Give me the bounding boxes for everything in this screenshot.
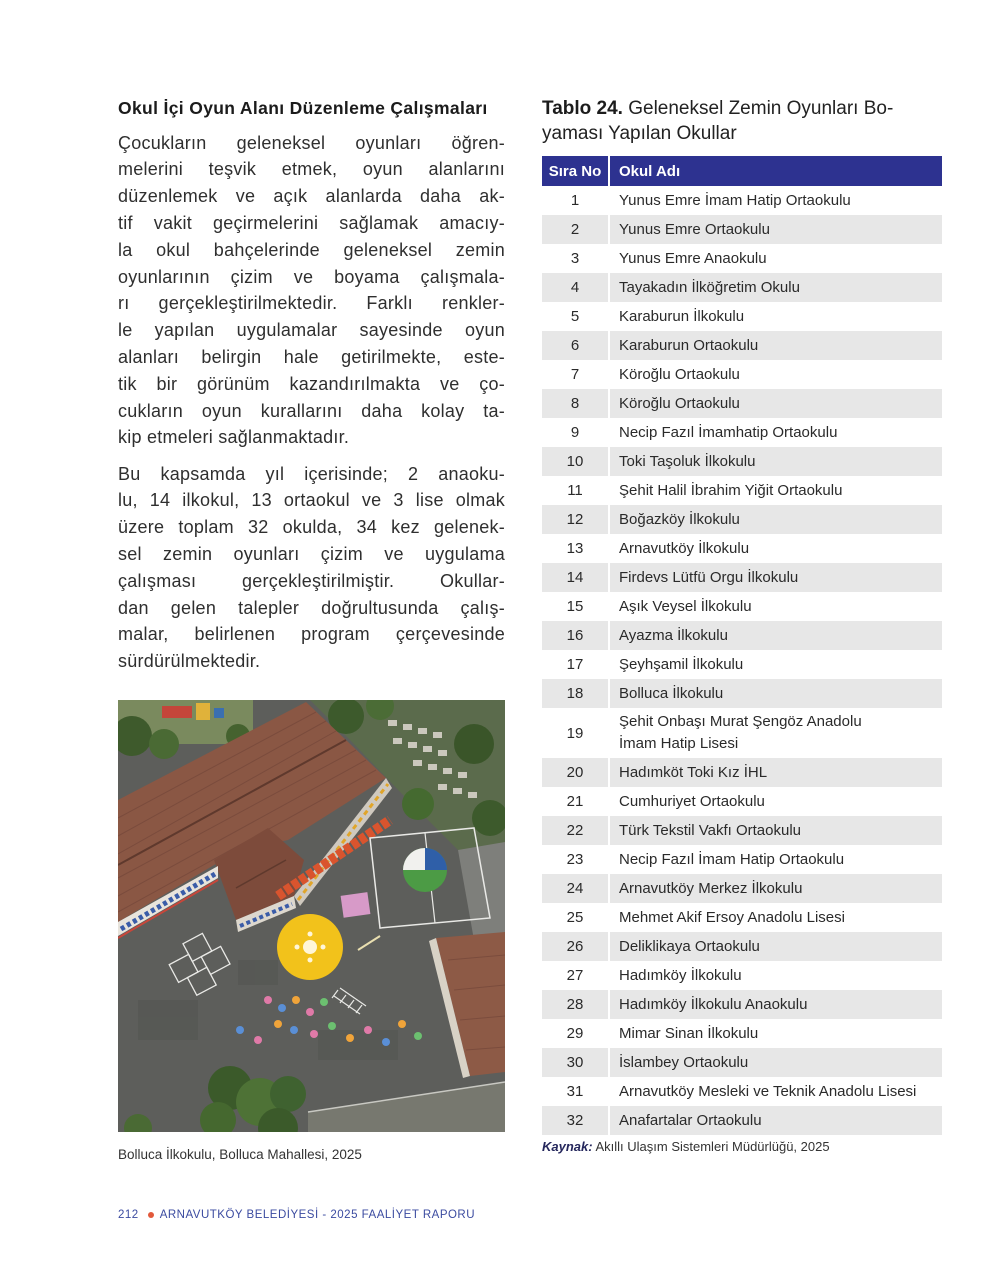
row-number: 12 xyxy=(566,511,584,528)
school-name: Tayakadın İlköğretim Okulu xyxy=(608,273,942,302)
row-number: 20 xyxy=(566,764,584,781)
school-name: Deliklikaya Ortaokulu xyxy=(608,932,942,961)
row-number: 10 xyxy=(566,453,584,470)
school-name: Karaburun Ortaokulu xyxy=(608,331,942,360)
row-number: 25 xyxy=(566,909,584,926)
paragraph-1 xyxy=(118,130,505,452)
table-title-line-2: yaması Yapılan Okullar xyxy=(542,122,737,144)
school-name: Anafartalar Ortaokulu xyxy=(608,1106,942,1135)
school-name: Toki Taşoluk İlkokulu xyxy=(608,447,942,476)
table-row xyxy=(542,679,942,708)
row-number: 28 xyxy=(566,996,584,1013)
row-number: 21 xyxy=(566,793,584,810)
table-row xyxy=(542,650,942,679)
table-title-line-1 xyxy=(542,96,942,121)
table-row xyxy=(542,534,942,563)
table-row xyxy=(542,563,942,592)
row-number: 23 xyxy=(566,851,584,868)
paragraph-line: düzenlemek ve açık alanlarda daha ak- xyxy=(118,186,505,207)
table-row xyxy=(542,592,942,621)
paragraph-line: oyunlarının çizim ve boyama çalışmala- xyxy=(118,266,505,287)
school-name: Mehmet Akif Ersoy Anadolu Lisesi xyxy=(608,903,942,932)
page-number: 212 xyxy=(118,1209,139,1221)
school-name: Boğazköy İlkokulu xyxy=(608,505,942,534)
school-name: Arnavutköy Merkez İlkokulu xyxy=(608,874,942,903)
paragraph-line: tik bir görünüm kazandırılmakta ve ço- xyxy=(118,373,505,394)
paragraph-line: rı gerçekleştirilmektedir. Farklı renkler- xyxy=(118,293,505,314)
table-row xyxy=(542,447,942,476)
row-number: 8 xyxy=(570,395,580,412)
section-heading: Okul İçi Oyun Alanı Düzenleme Çalışmaları xyxy=(118,98,488,118)
table-row xyxy=(542,360,942,389)
row-number: 14 xyxy=(566,569,584,586)
school-name: Yunus Emre Ortaokulu xyxy=(608,215,942,244)
table-title-text-1: Geleneksel Zemin Oyunları Bo- xyxy=(628,97,894,119)
row-number: 6 xyxy=(570,337,580,354)
paragraph-line: alanları belirgin hale getirilmekte, este- xyxy=(118,346,505,367)
school-name: Türk Tekstil Vakfı Ortaokulu xyxy=(608,816,942,845)
paragraph-line: çalışması gerçekleştirilmiştir. Okullar- xyxy=(118,570,505,591)
paragraph-line: malar, belirlenen program çerçevesinde xyxy=(118,624,505,645)
school-name: İslambey Ortaokulu xyxy=(608,1048,942,1077)
paragraph-line: le yapılan uygulamalar sayesinde oyun xyxy=(118,320,505,341)
row-number: 24 xyxy=(566,880,584,897)
table-row xyxy=(542,331,942,360)
paragraph-line: dan gelen talepler doğrultusunda çalış- xyxy=(118,597,505,618)
row-number: 4 xyxy=(570,279,580,296)
table-title xyxy=(542,96,942,146)
row-number: 3 xyxy=(570,250,580,267)
table-row xyxy=(542,845,942,874)
row-number: 17 xyxy=(566,656,584,673)
table-row xyxy=(542,903,942,932)
table-row xyxy=(542,186,942,215)
photo-illustration xyxy=(118,700,505,1132)
table-row xyxy=(542,961,942,990)
school-name: Arnavutköy Mesleki ve Teknik Anadolu Lisesi xyxy=(608,1077,942,1106)
table-label: Tablo 24. xyxy=(542,97,623,119)
row-number: 30 xyxy=(566,1054,584,1071)
table-row xyxy=(542,874,942,903)
source-text: Akıllı Ulaşım Sistemleri Müdürlüğü, 2025 xyxy=(595,1139,830,1154)
row-number: 27 xyxy=(566,967,584,984)
paragraph-line: üzere toplam 32 okulda, 34 kez gelenek- xyxy=(118,517,505,538)
row-number: 22 xyxy=(566,822,584,839)
paragraph-line: Bu kapsamda yıl içerisinde; 2 anaoku- xyxy=(118,463,505,484)
row-number: 1 xyxy=(570,192,580,209)
paragraph-line: tif vakit geçirmelerini sağlamak amacıy- xyxy=(118,212,505,233)
footer-title: ARNAVUTKÖY BELEDİYESİ - 2025 FAALİYET RAPORU xyxy=(159,1209,476,1221)
table-row xyxy=(542,708,942,758)
school-name: Şeyhşamil İlkokulu xyxy=(608,650,942,679)
school-name: Necip Fazıl İmam Hatip Ortaokulu xyxy=(608,845,942,874)
table-row xyxy=(542,1106,942,1135)
table-row xyxy=(542,476,942,505)
school-name: Şehit Halil İbrahim Yiğit Ortaokulu xyxy=(608,476,942,505)
school-name: Mimar Sinan İlkokulu xyxy=(608,1019,942,1048)
photo-caption: Bolluca İlkokulu, Bolluca Mahallesi, 2025 xyxy=(118,1147,362,1162)
school-name: Karaburun İlkokulu xyxy=(608,302,942,331)
table-header xyxy=(542,156,942,186)
table-source xyxy=(542,1138,942,1156)
school-name: Aşık Veysel İlkokulu xyxy=(608,592,942,621)
school-name: Necip Fazıl İmamhatip Ortaokulu xyxy=(608,418,942,447)
header-row-number: Sıra No xyxy=(548,162,602,180)
row-number: 11 xyxy=(567,482,583,499)
paragraph-line: sürdürülmektedir. xyxy=(118,651,261,672)
school-name: Firdevs Lütfü Orgu İlkokulu xyxy=(608,563,942,592)
table-row xyxy=(542,932,942,961)
school-name: Köroğlu Ortaokulu xyxy=(608,360,942,389)
table-row xyxy=(542,1077,942,1106)
row-number: 16 xyxy=(566,627,584,644)
paragraph-line: la okul bahçelerinde geleneksel zemin xyxy=(118,239,505,260)
table-row xyxy=(542,215,942,244)
school-name: Bolluca İlkokulu xyxy=(608,679,942,708)
school-name-line: İmam Hatip Lisesi xyxy=(619,735,739,752)
table-body xyxy=(542,186,942,1135)
paragraph-line: kip etmeleri sağlanmaktadır. xyxy=(118,427,350,448)
paragraph-line: lu, 14 ilkokul, 13 ortaokul ve 3 lise olmak xyxy=(118,490,505,511)
paragraph-line: sel zemin oyunları çizim ve uygulama xyxy=(118,543,505,564)
bullet-dot-icon xyxy=(148,1212,154,1218)
school-name: Köroğlu Ortaokulu xyxy=(608,389,942,418)
table-row xyxy=(542,302,942,331)
row-number: 5 xyxy=(570,308,580,325)
table-row xyxy=(542,418,942,447)
table-row xyxy=(542,244,942,273)
table-row xyxy=(542,758,942,787)
schools-table xyxy=(542,156,942,1135)
page-footer xyxy=(118,1207,475,1223)
row-number: 15 xyxy=(566,598,584,615)
school-name: Hadımköy İlkokulu xyxy=(608,961,942,990)
row-number: 2 xyxy=(570,221,580,238)
table-row xyxy=(542,816,942,845)
paragraph-2 xyxy=(118,461,505,675)
paragraph-line: cukların oyun kurallarını daha kolay ta- xyxy=(118,400,505,421)
school-name: Arnavutköy İlkokulu xyxy=(608,534,942,563)
school-name: Ayazma İlkokulu xyxy=(608,621,942,650)
row-number: 29 xyxy=(566,1025,584,1042)
pink-square-painting xyxy=(341,892,371,918)
source-label: Kaynak: xyxy=(542,1139,593,1154)
row-number: 32 xyxy=(566,1112,584,1129)
school-name: Hadımköt Toki Kız İHL xyxy=(608,758,942,787)
school-name: Yunus Emre Anaokulu xyxy=(608,244,942,273)
school-name-line: Şehit Onbaşı Murat Şengöz Anadolu xyxy=(619,713,862,730)
table-row xyxy=(542,621,942,650)
school-yard-aerial-photo xyxy=(118,700,505,1132)
table-row xyxy=(542,1048,942,1077)
row-number: 7 xyxy=(570,366,580,383)
paragraph-line: Çocukların geleneksel oyunları öğren- xyxy=(118,132,505,153)
table-row xyxy=(542,990,942,1019)
row-number: 18 xyxy=(566,685,584,702)
header-school-name: Okul Adı xyxy=(608,156,942,186)
row-number: 19 xyxy=(566,724,584,742)
school-name: Hadımköy İlkokulu Anaokulu xyxy=(608,990,942,1019)
table-row xyxy=(542,787,942,816)
table-row xyxy=(542,273,942,302)
table-row xyxy=(542,505,942,534)
row-number: 13 xyxy=(566,540,584,557)
table-row xyxy=(542,389,942,418)
row-number: 9 xyxy=(570,424,580,441)
table-row xyxy=(542,1019,942,1048)
paragraph-line: melerini teşvik etmek, oyun alanlarını xyxy=(118,159,505,180)
school-name xyxy=(608,708,942,758)
row-number: 26 xyxy=(566,938,584,955)
row-number: 31 xyxy=(566,1083,584,1100)
school-name: Cumhuriyet Ortaokulu xyxy=(608,787,942,816)
school-name: Yunus Emre İmam Hatip Ortaokulu xyxy=(608,186,942,215)
